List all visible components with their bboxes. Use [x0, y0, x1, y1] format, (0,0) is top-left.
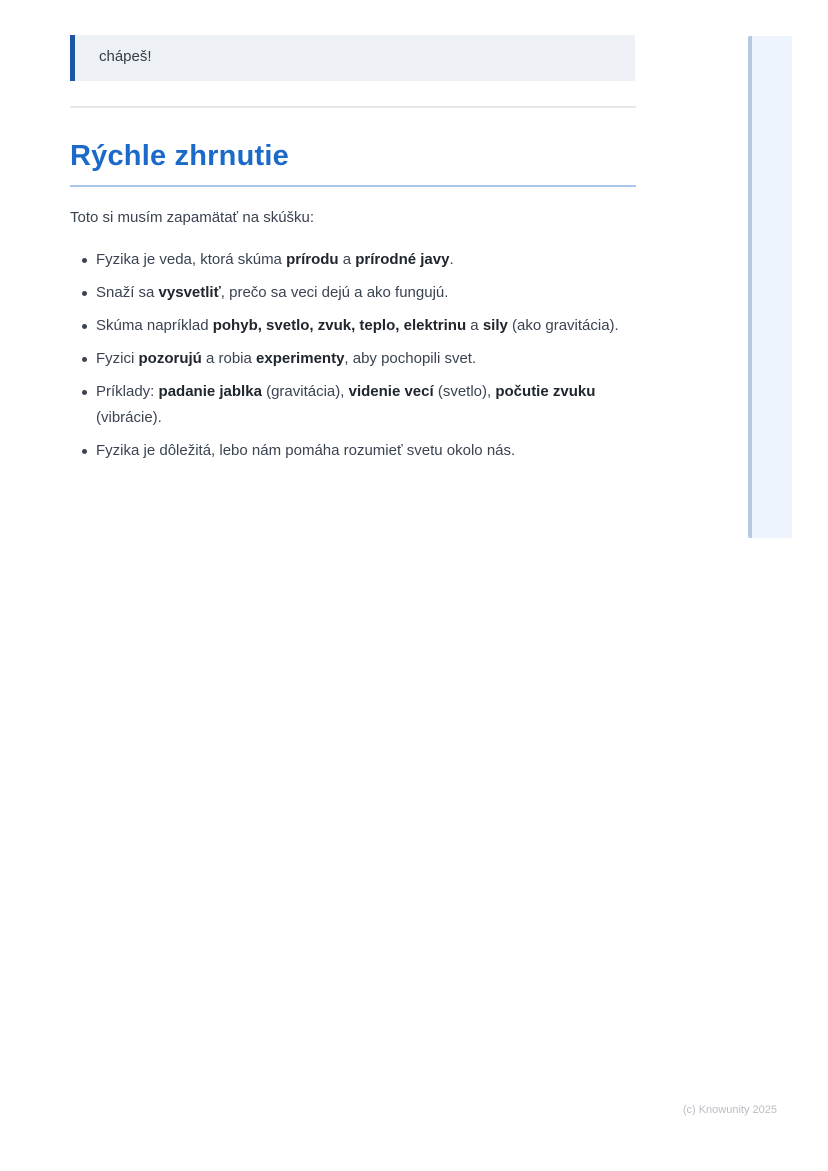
list-item: Fyzika je dôležitá, lebo nám pomáha rozumieť svetu okolo nás. — [70, 438, 636, 464]
quote-block — [70, 35, 635, 81]
copyright-text: (c) Knowunity 2025 — [682, 1104, 777, 1116]
list-item: Skúma napríklad pohyb, svetlo, zvuk, teplo, elektrinu a sily (ako gravitácia). — [70, 313, 636, 339]
section-divider — [70, 106, 636, 108]
summary-list — [70, 247, 636, 471]
next-page-edge — [748, 36, 792, 538]
list-item: Snaží sa vysvetliť, prečo sa veci dejú a ako fungujú. — [70, 280, 636, 306]
list-item: Fyzika je veda, ktorá skúma prírodu a prírodné javy. — [70, 247, 636, 273]
intro-text: Toto si musím zapamätať na skúšku: — [70, 209, 315, 226]
list-item: Fyzici pozorujú a robia experimenty, aby pochopili svet. — [70, 346, 636, 372]
title-underline — [70, 185, 636, 187]
list-item: Príklady: padanie jablka (gravitácia), videnie vecí (svetlo), počutie zvuku (vibrácie). — [70, 379, 636, 431]
section-title: Rýchle zhrnutie — [70, 140, 289, 172]
quote-text: chápeš! — [99, 48, 152, 65]
